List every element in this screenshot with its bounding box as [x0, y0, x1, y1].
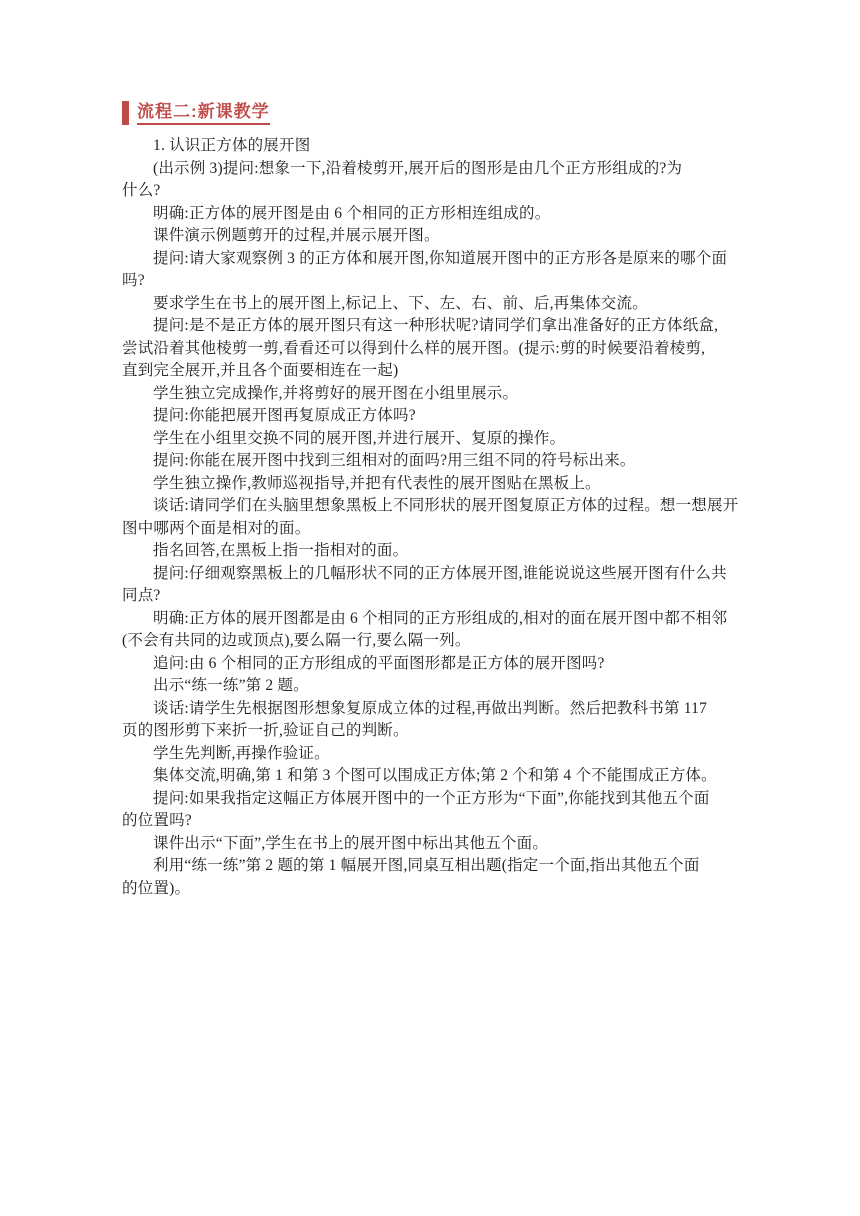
text-line: 提问:仔细观察黑板上的几幅形状不同的正方体展开图,谁能说说这些展开图有什么共 [153, 564, 727, 582]
text-line: 要求学生在书上的展开图上,标记上、下、左、右、前、后,再集体交流。 [153, 294, 648, 312]
text-line: 追问:由 6 个相同的正方形组成的平面图形都是正方体的展开图吗? [153, 654, 605, 672]
text-line: (不会有共同的边或顶点),要么隔一行,要么隔一列。 [122, 632, 471, 649]
text-line: 提问:你能把展开图再复原成正方体吗? [153, 407, 416, 424]
text-line: 1. 认识正方体的展开图 [153, 137, 311, 154]
text-line: 学生在小组里交换不同的展开图,并进行展开、复原的操作。 [153, 429, 566, 447]
text-line: 同点? [122, 587, 161, 604]
text-line: 谈话:请同学们在头脑里想象黑板上不同形状的展开图复原正方体的过程。想一想展开 [153, 497, 739, 514]
text-line: 出示“练一练”第 2 题。 [153, 677, 309, 694]
text-line: 集体交流,明确,第 1 和第 3 个图可以围成正方体;第 2 个和第 4 个不能围成正方体。 [153, 767, 717, 784]
section-heading [122, 101, 744, 125]
text-line: (出示例 3)提问:想象一下,沿着棱剪开,展开后的图形是由几个正方形组成的?为 [153, 159, 683, 177]
text-line: 提问:请大家观察例 3 的正方体和展开图,你知道展开图中的正方形各是原来的哪个面 [153, 249, 728, 267]
text-line: 提问:是不是正方体的展开图只有这一种形状呢?请同学们拿出准备好的正方体纸盒, [153, 317, 719, 334]
paragraph-lines [122, 135, 744, 900]
text-line: 什么? [122, 182, 161, 199]
text-line: 学生独立操作,教师巡视指导,并把有代表性的展开图贴在黑板上。 [153, 474, 601, 492]
text-line: 学生先判断,再操作验证。 [153, 744, 330, 762]
text-line: 明确:正方体的展开图是由 6 个相同的正方形相连组成的。 [153, 204, 551, 222]
text-line: 页的图形剪下来折一折,验证自己的判断。 [122, 722, 409, 739]
text-line: 直到完全展开,并且各个面要相连在一起) [122, 362, 399, 379]
heading-accent-bar-icon [122, 101, 129, 125]
text-line: 图中哪两个面是相对的面。 [122, 519, 311, 537]
section-heading-text: 流程二:新课教学 [137, 101, 270, 125]
text-line: 的位置)。 [122, 879, 191, 897]
text-line: 吗? [122, 272, 145, 289]
text-line: 尝试沿着其他棱剪一剪,看看还可以得到什么样的展开图。(提示:剪的时候要沿着棱剪, [122, 339, 706, 357]
text-line: 明确:正方体的展开图都是由 6 个相同的正方形组成的,相对的面在展开图中都不相邻 [153, 609, 728, 627]
text-line: 学生独立完成操作,并将剪好的展开图在小组里展示。 [153, 384, 519, 402]
text-line: 指名回答,在黑板上指一指相对的面。 [153, 542, 409, 559]
document-content [122, 101, 744, 900]
text-line: 提问:如果我指定这幅正方体展开图中的一个正方形为“下面”,你能找到其他五个面 [153, 789, 710, 807]
text-line: 提问:你能在展开图中找到三组相对的面吗?用三组不同的符号标出来。 [153, 452, 636, 469]
text-line: 课件演示例题剪开的过程,并展示展开图。 [153, 227, 440, 244]
text-line: 的位置吗? [122, 812, 192, 829]
text-line: 课件出示“下面”,学生在书上的展开图中标出其他五个面。 [153, 834, 549, 852]
text-line: 利用“练一练”第 2 题的第 1 幅展开图,同桌互相出题(指定一个面,指出其他五个面 [153, 857, 700, 874]
text-line: 谈话:请学生先根据图形想象复原成立体的过程,再做出判断。然后把教科书第 117 [153, 699, 708, 717]
